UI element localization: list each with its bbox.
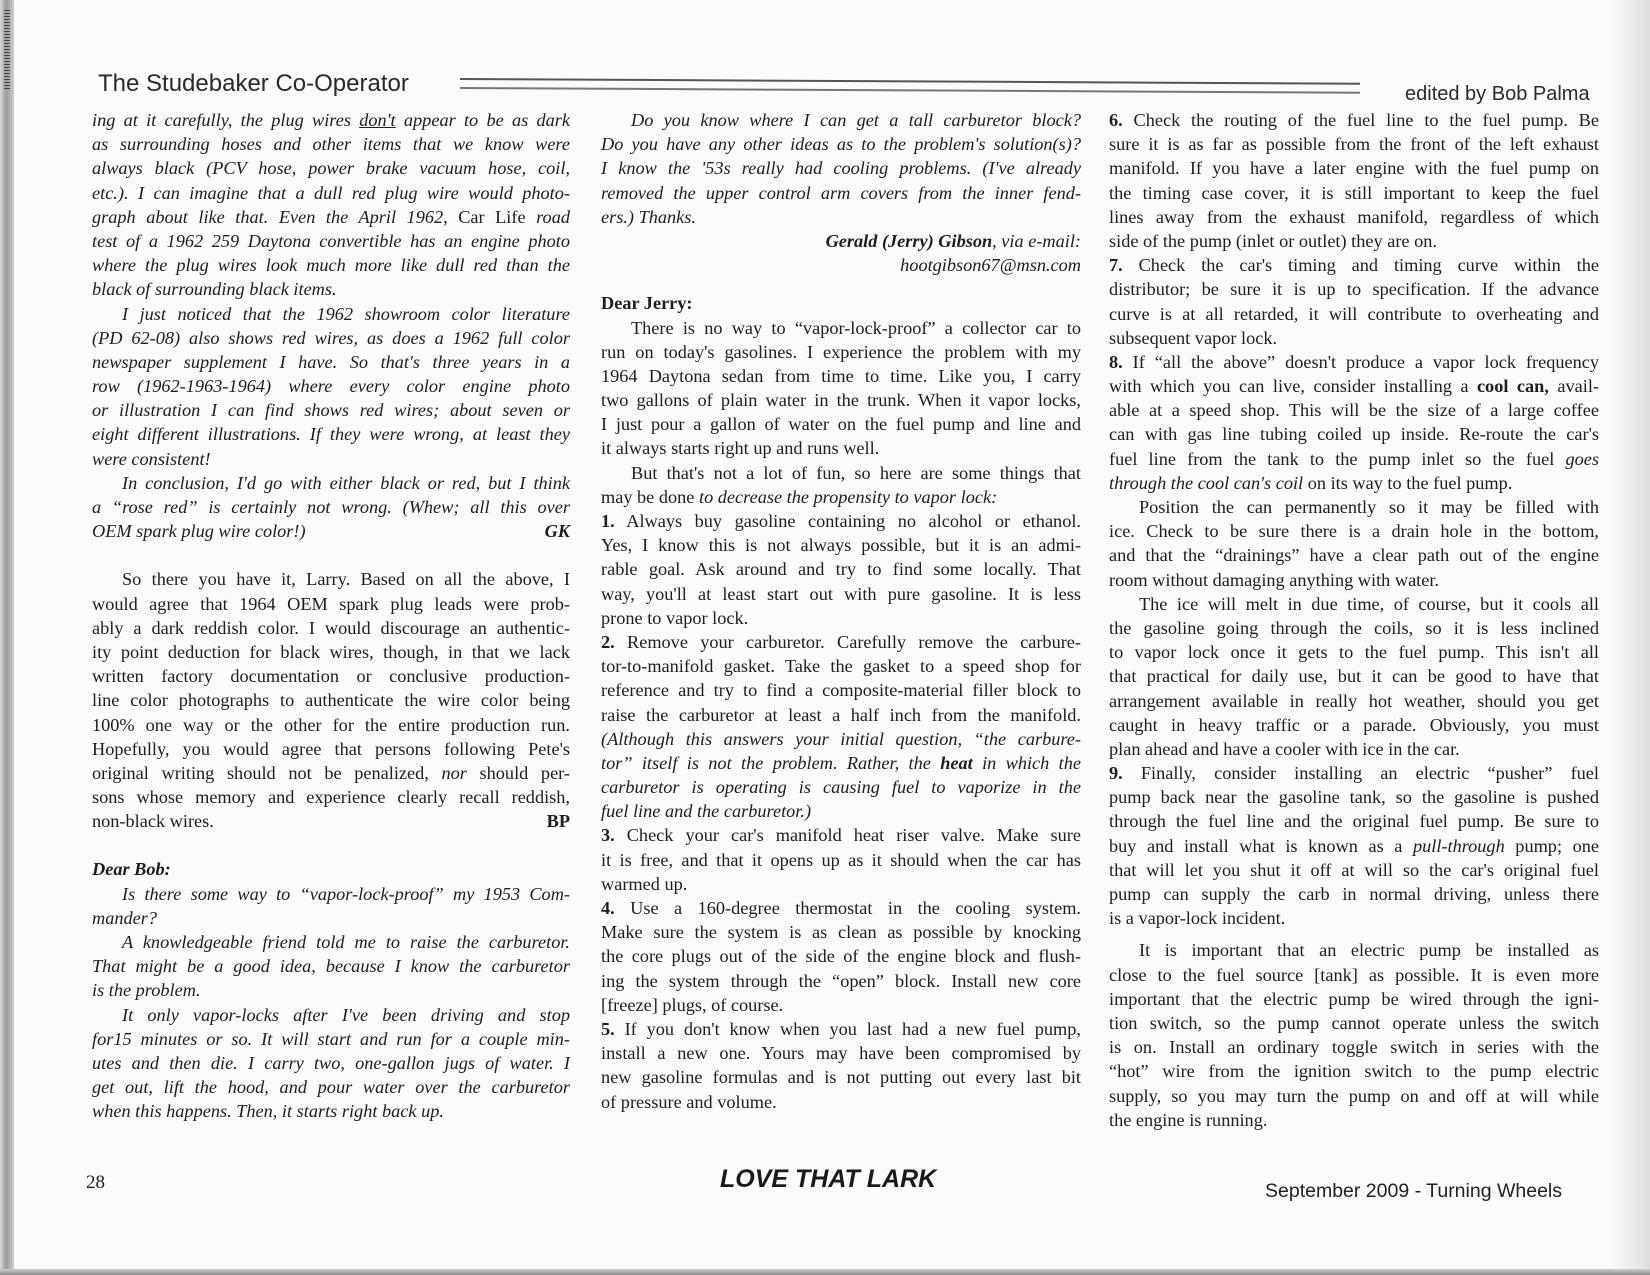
text-line: The ice will melt in due time, of course, but it cools all	[1139, 593, 1599, 614]
text-line: (PD 62-08) also shows red wires, as does a 1962 full color	[92, 327, 570, 348]
text-line: would agree that 1964 OEM spark plug leads were prob-	[92, 593, 570, 614]
signature-line: Gerald (Jerry) Gibson, via e-mail:	[825, 230, 1081, 251]
magazine-title: Car Life	[458, 206, 526, 227]
text-line: (Although this answers your initial question, “the carbure-	[601, 728, 1081, 749]
paragraph-pump-placement	[1109, 938, 1599, 1132]
emphasis-underline: don't	[359, 110, 396, 130]
text-line: raise the carburetor at least a half inch from the manifold.	[601, 704, 1081, 725]
text-line: written factory documentation or conclusive production-	[92, 666, 570, 687]
text-line: is on. Install an ordinary toggle switch in series with the	[1109, 1037, 1599, 1058]
paragraph-letter-continued	[92, 108, 570, 302]
text-line: with which you can live, consider installing a cool can, avail-	[1109, 376, 1599, 397]
text-line: as surrounding hoses and other items that we know were	[92, 134, 570, 155]
editor-credit: edited by Bob Palma	[1405, 83, 1590, 105]
text-line: prone to vapor lock.	[601, 607, 749, 628]
list-number: 3.	[601, 825, 615, 846]
text-line: fuel line and the carburetor.)	[601, 801, 812, 822]
text-line: of pressure and volume.	[601, 1091, 777, 1112]
text-line: able at a speed shop. This will be the size of a large coffee	[1109, 400, 1599, 421]
header-double-rule	[460, 78, 1360, 94]
paragraph-carburetor-block-question	[601, 108, 1081, 229]
text-line: pump back near the gasoline tank, so the gasoline is pushed	[1109, 787, 1599, 808]
text-line: to vapor lock once it gets to the fuel pump. This isn't all	[1109, 642, 1599, 663]
spacer	[92, 833, 570, 857]
text-line: plan ahead and have a cooler with ice in the car.	[1109, 738, 1460, 759]
section-title: LOVE THAT LARK	[720, 1165, 937, 1193]
text-line: There is no way to “vapor-lock-proof” a collector car to	[631, 317, 1081, 338]
spacer	[601, 277, 1081, 291]
text-line: graph about like that. Even the April 1962, Car Life road	[92, 206, 570, 227]
spacer	[92, 543, 570, 567]
list-number: 6.	[1109, 110, 1123, 130]
list-item-3	[601, 823, 1081, 896]
text-line: the gasoline going through the coils, so it is less inclined	[1109, 617, 1599, 638]
text-line: caught in heavy traffic or a parade. Obviously, you must	[1109, 714, 1599, 735]
text-line: and that the “drainings” have a clear path out of the engine	[1109, 545, 1599, 566]
text-line: Yes, I know this is not always possible, but it is an admi-	[601, 535, 1081, 556]
text-line: I just pour a gallon of water on the fuel pump and line and	[601, 414, 1081, 435]
text-line: etc.). I can imagine that a dull red plug wire would photo-	[92, 182, 570, 203]
list-number: 5.	[601, 1018, 615, 1039]
text-line: sure it is as far as possible from the front of the left exhaust	[1109, 134, 1599, 155]
list-item-6	[1109, 108, 1599, 253]
signature-name: Gerald (Jerry) Gibson	[825, 230, 993, 251]
text-line: ers.) Thanks.	[601, 206, 696, 227]
text-line: or illustration I can find shows red wires; about seven or	[92, 400, 570, 421]
text-line: That might be a good idea, because I know the carburetor	[92, 956, 570, 977]
text-line: 5. If you don't know when you last had a new fuel pump,	[601, 1018, 1081, 1039]
list-number: 8.	[1109, 351, 1123, 372]
list-number: 7.	[1109, 255, 1123, 276]
text-line: It only vapor-locks after I've been driving and stop	[122, 1004, 570, 1025]
paragraph-question	[92, 882, 570, 930]
binding-marks	[4, 10, 10, 90]
text-line: ing the system through the “open” block. Install new core	[601, 970, 1081, 991]
text-line: a “rose red” is certainly not wrong. (Whew; all this over	[92, 497, 570, 517]
paragraph-showroom-literature	[92, 302, 570, 471]
text-line: through the fuel line and the original fuel pump. Be sure to	[1109, 811, 1599, 832]
list-item-1	[601, 509, 1081, 630]
list-number: 4.	[601, 898, 615, 918]
text-line: ice. Check to be sure there is a drain hole in the bottom,	[1109, 521, 1599, 542]
page-binding-edge	[0, 0, 14, 1275]
text-line: pump can supply the carb in normal driving, unless there	[1109, 884, 1599, 904]
signoff-initials: GK	[544, 521, 570, 542]
list-item-4	[601, 896, 1081, 1017]
text-line: Is there some way to “vapor-lock-proof” my 1953 Com-	[122, 883, 570, 904]
text-line: [freeze] plugs, of course.	[601, 994, 784, 1015]
text-line: Do you know where I can get a tall carburetor block?	[631, 110, 1081, 130]
text-line: through the cool can's coil on its way to the fuel pump.	[1109, 472, 1513, 493]
list-item-7	[1109, 253, 1599, 350]
text-line: mander?	[92, 907, 157, 928]
column-1	[92, 108, 570, 1124]
text-line: reference and try to find a composite-material filler block to	[601, 680, 1081, 701]
text-line: lines away from the exhaust manifold, regardless of which	[1109, 206, 1599, 227]
text-line: 1964 Daytona sedan from time to time. Like you, I carry	[601, 365, 1081, 386]
text-line: ing at it carefully, the plug wires don't appear to be as dark	[92, 110, 570, 130]
letter-signature	[601, 229, 1081, 277]
text-line: curve is at all retarded, it will contribute to overheating and	[1109, 303, 1599, 324]
text-line: carburetor is operating is causing fuel to vaporize in the	[601, 777, 1081, 798]
text-line: install a new one. Yours may have been compromised by	[601, 1043, 1081, 1064]
text-line: In conclusion, I'd go with either black or red, but I think	[122, 472, 570, 493]
text-line: side of the pump (inlet or outlet) they are on.	[1109, 230, 1437, 251]
text-line: black of surrounding black items.	[92, 279, 337, 300]
text-line: 7. Check the car's timing and timing curve within the	[1109, 255, 1599, 276]
text-line: that will let you shut it off at will so the car's original fuel	[1109, 859, 1599, 880]
salutation-heading: Dear Jerry:	[601, 293, 693, 314]
text-line: it is free, and that it opens up as it should when the car has	[601, 849, 1081, 870]
spacer	[1109, 930, 1599, 938]
text-line: that practical for daily use, but it can be good to have that	[1109, 666, 1599, 687]
paragraph-editor-reply	[92, 567, 570, 833]
text-line: I know the '53s really had cooling problems. (I've already	[601, 158, 1081, 179]
text-line: is the problem.	[92, 980, 201, 1001]
list-number: 2.	[601, 631, 615, 652]
issue-info: September 2009 - Turning Wheels	[1265, 1180, 1562, 1202]
text-line: rable goal. Ask around and try to find some locally. That	[601, 559, 1081, 580]
text-line: non-black wires. BP	[92, 809, 570, 833]
text-line: where the plug wires look much more like dull red than the	[92, 255, 570, 276]
text-line: tion switch, so the pump cannot operate unless the switch	[1109, 1012, 1599, 1033]
page-number: 28	[86, 1172, 105, 1193]
signature-email: hootgibson67@msn.com	[900, 255, 1081, 276]
paragraph-ice-melt	[1109, 592, 1599, 761]
text-line: supply, so you may turn the pump on and off at will while	[1109, 1085, 1599, 1106]
text-line: ity point deduction for black wires, though, in that we lack	[92, 641, 570, 662]
text-line: Hopefully, you would agree that persons following Pete's	[92, 738, 570, 759]
paragraph-position-can	[1109, 495, 1599, 592]
text-line: two gallons of plain water in the trunk. When it vapor locks,	[601, 390, 1081, 411]
paragraph-conclusion	[92, 471, 570, 544]
salutation-heading: Dear Bob:	[92, 859, 171, 880]
text-line: subsequent vapor lock.	[1109, 327, 1278, 348]
text-line: OEM spark plug wire color!) GK	[92, 519, 570, 543]
signoff-initials: BP	[546, 811, 570, 832]
list-item-5	[601, 1017, 1081, 1114]
text-line: 2. Remove your carburetor. Carefully remove the carbure-	[601, 631, 1081, 652]
text-line: 3. Check your car's manifold heat riser valve. Make sure	[601, 825, 1081, 846]
column-2	[601, 108, 1081, 1114]
text-line: the timing case cover, it is still important to keep the fuel	[1109, 182, 1599, 203]
text-line: distributor; be sure it is up to specification. If the advance	[1109, 279, 1599, 300]
text-line: were consistent!	[92, 448, 211, 469]
text-line: tor-to-manifold gasket. Take the gasket to a speed shop for	[601, 656, 1081, 677]
text-line: A knowledgeable friend told me to raise the carburetor.	[122, 932, 570, 952]
text-line: utes and then die. I carry two, one-gallon jugs of water. I	[92, 1052, 570, 1073]
text-line: sons whose memory and experience clearly recall reddish,	[92, 787, 570, 808]
text-line: important that the electric pump be wired through the igni-	[1109, 988, 1599, 1009]
text-line: 100% one way or the other for the entire production run.	[92, 714, 570, 735]
text-line: fuel line from the tank to the pump inlet so the fuel goes	[1109, 448, 1599, 469]
paragraph-symptoms	[92, 1003, 570, 1124]
text-line: the engine is running.	[1109, 1109, 1268, 1130]
text-line: test of a 1962 259 Daytona convertible has an engine photo	[92, 230, 570, 251]
column-3	[1109, 108, 1599, 1132]
text-line: room without damaging anything with water.	[1109, 569, 1440, 590]
paragraph-things-to-do	[601, 461, 1081, 509]
page-edge-shadow	[1610, 0, 1650, 1275]
text-line: It is important that an electric pump be installed as	[1139, 940, 1599, 961]
text-line: I just noticed that the 1962 showroom color literature	[122, 303, 570, 324]
text-line: Position the can permanently so it may be filled with	[1139, 497, 1599, 517]
text-line: warmed up.	[601, 873, 688, 894]
text-line: arrangement available in really hot weather, should you get	[1109, 690, 1599, 711]
list-item-2	[601, 630, 1081, 824]
text-line: for15 minutes or so. It will start and run for a couple min-	[92, 1028, 570, 1049]
list-number: 9.	[1109, 763, 1123, 784]
text-line: always black (PCV hose, power brake vacuum hose, coil,	[92, 158, 570, 179]
publication-title: The Studebaker Co-Operator	[98, 70, 409, 97]
text-line: 8. If “all the above” doesn't produce a vapor lock frequency	[1109, 351, 1599, 372]
text-line: 9. Finally, consider installing an electric “pusher” fuel	[1109, 763, 1599, 784]
paragraph-friend-advice	[92, 930, 570, 1003]
text-line: newspaper supplement I have. So that's three years in a	[92, 351, 570, 372]
text-line: it always starts right up and runs well.	[601, 438, 880, 459]
list-item-8	[1109, 350, 1599, 495]
text-line: So there you have it, Larry. Based on all the above, I	[122, 569, 570, 590]
text-line: the core plugs out of the side of the engine block and flush-	[601, 946, 1081, 967]
text-line: buy and install what is known as a pull-through pump; one	[1109, 835, 1599, 856]
text-line: But that's not a lot of fun, so here are some things that	[631, 462, 1081, 483]
text-line: removed the upper control arm covers from the inner fend-	[601, 182, 1081, 203]
text-line: can with gas line tubing coiled up inside. Re-route the car's	[1109, 424, 1599, 445]
text-line: Make sure the system is as clean as possible by knocking	[601, 922, 1081, 943]
list-item-9	[1109, 761, 1599, 930]
page-bottom-edge	[0, 1269, 1650, 1275]
text-line: “hot” wire from the ignition switch to the pump electric	[1109, 1061, 1599, 1082]
text-line: may be done to decrease the propensity to vapor lock:	[601, 486, 998, 507]
text-line: close to the fuel source [tank] as possible. It is even more	[1109, 964, 1599, 985]
text-line: tor” itself is not the problem. Rather, the heat in which the	[601, 752, 1081, 773]
list-number: 1.	[601, 511, 615, 531]
text-line: 1. Always buy gasoline containing no alcohol or ethanol.	[601, 511, 1081, 531]
text-line: eight different illustrations. If they were wrong, at least they	[92, 424, 570, 445]
text-line: line color photographs to authenticate the wire color being	[92, 690, 570, 711]
text-line: way, you'll at least start out with pure gasoline. It is less	[601, 583, 1081, 604]
paragraph-no-way	[601, 316, 1081, 461]
text-line: original writing should not be penalized, nor should per-	[92, 762, 570, 783]
text-line: is a vapor-lock incident.	[1109, 908, 1286, 929]
text-line: new gasoline formulas and is not putting out every last bit	[601, 1067, 1081, 1088]
text-line: run on today's gasolines. I experience the problem with my	[601, 341, 1081, 362]
text-line: 4. Use a 160-degree thermostat in the cooling system.	[601, 898, 1081, 918]
text-line: manifold. If you have a later engine with the fuel pump on	[1109, 158, 1599, 179]
text-line: 6. Check the routing of the fuel line to the fuel pump. Be	[1109, 110, 1599, 130]
text-line: get out, lift the hood, and pour water over the carburetor	[92, 1077, 570, 1098]
text-line: Do you have any other ideas as to the problem's solution(s)?	[601, 134, 1081, 155]
text-line: row (1962-1963-1964) where every color engine photo	[92, 376, 570, 397]
text-line: ably a dark reddish color. I would discourage an authentic-	[92, 617, 570, 638]
text-line: when this happens. Then, it starts right back up.	[92, 1101, 444, 1122]
